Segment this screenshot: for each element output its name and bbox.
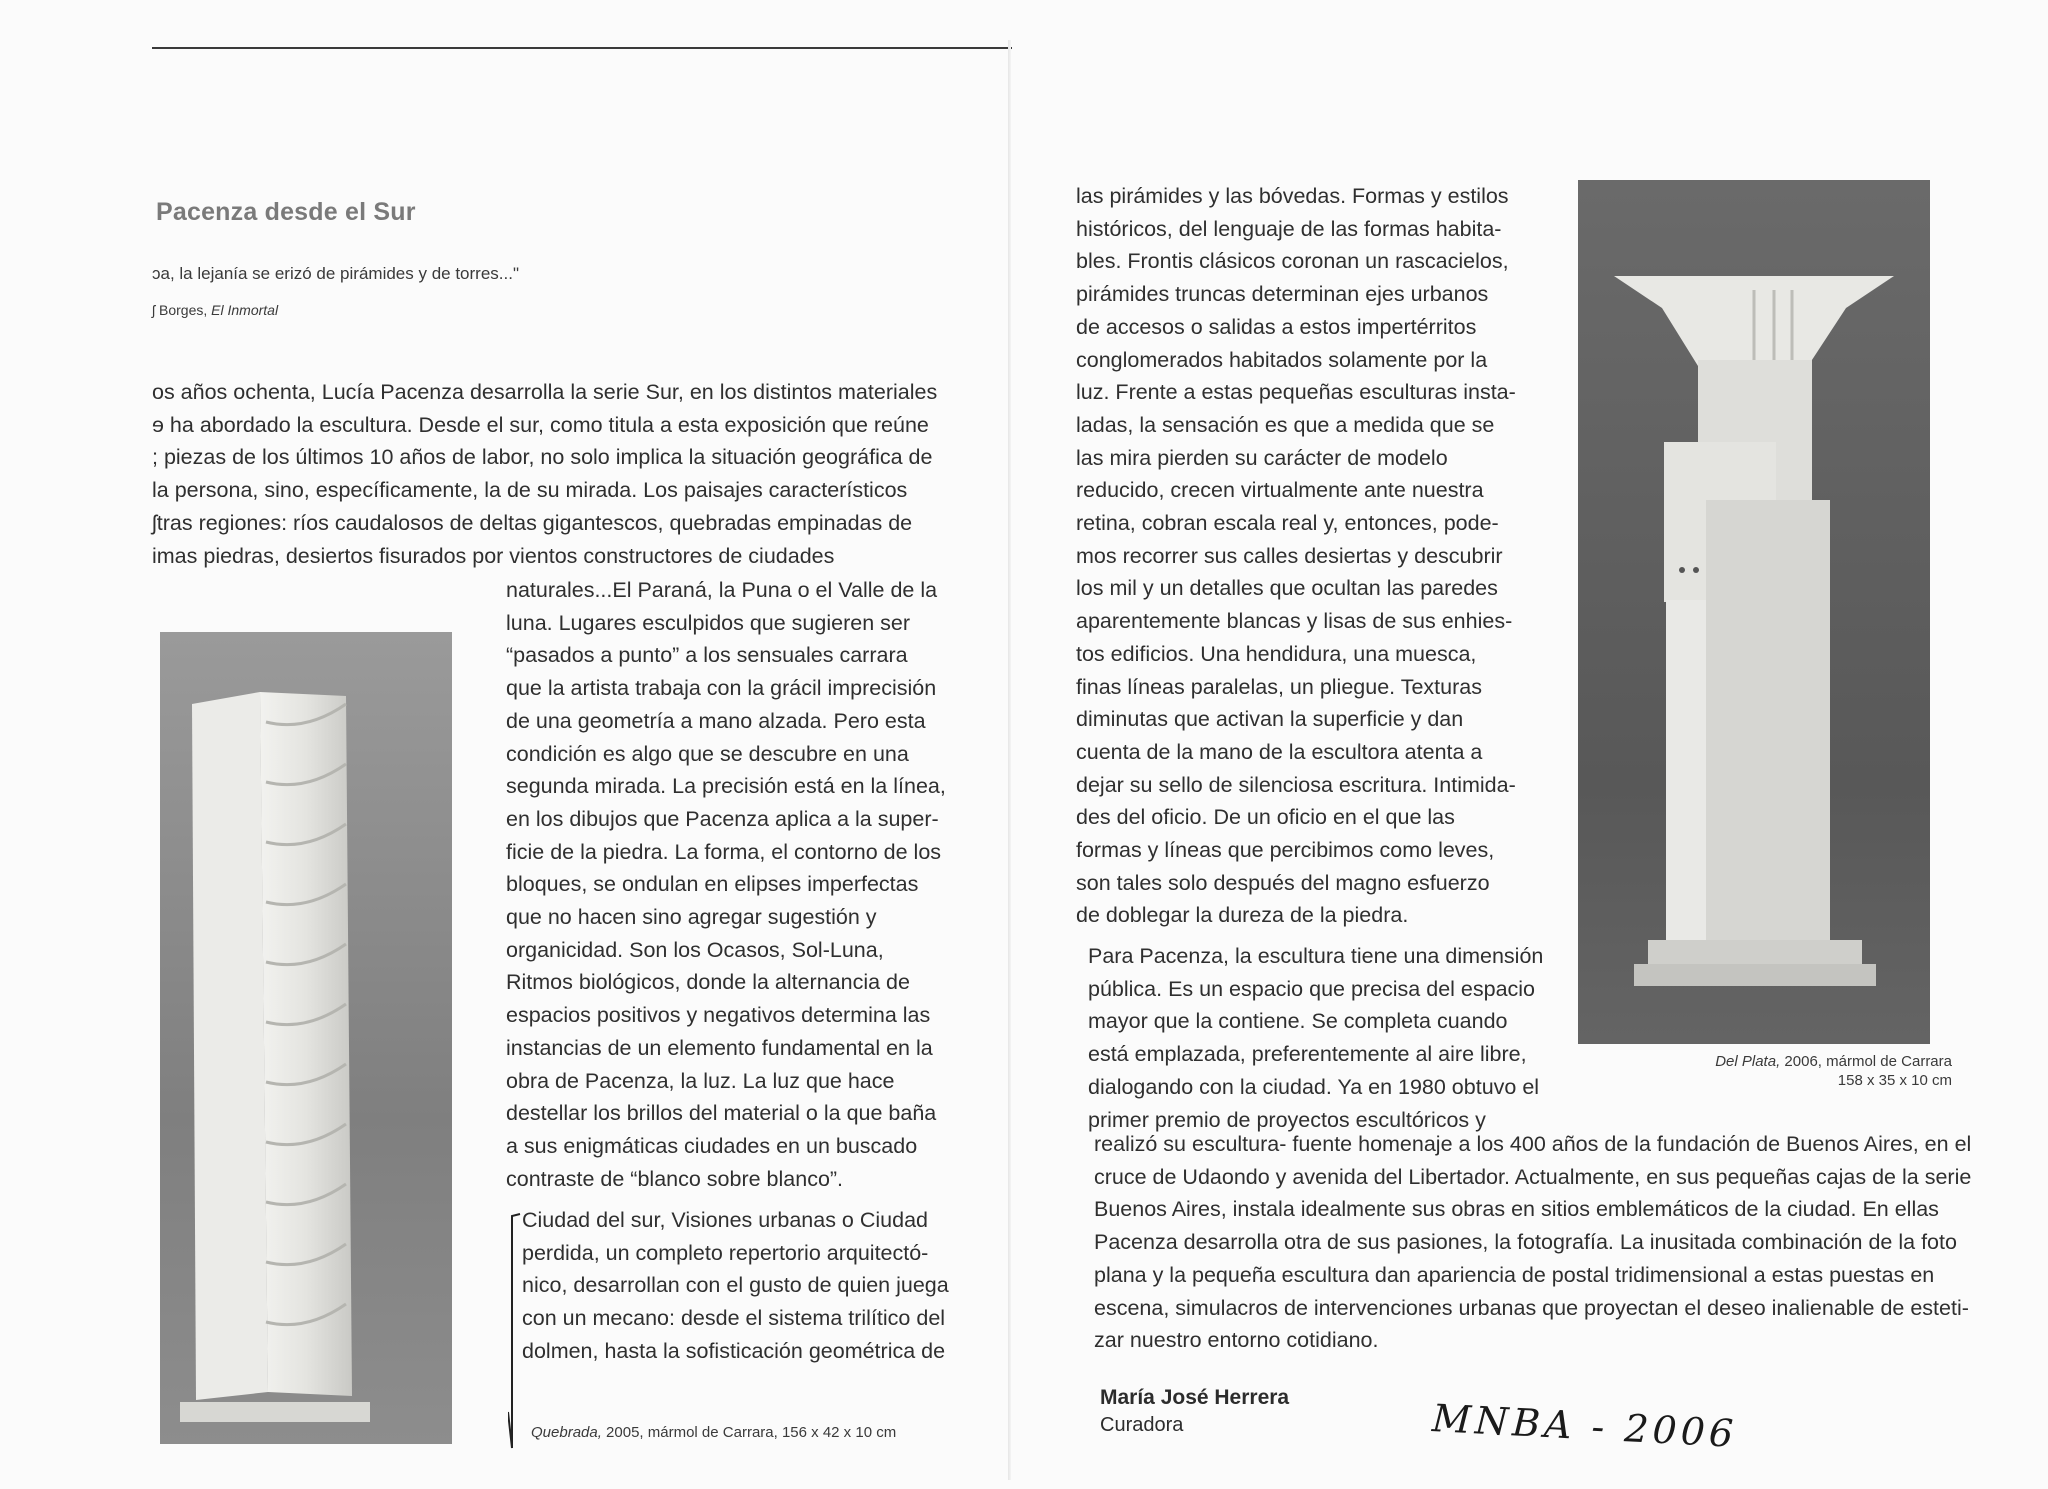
caption-del-plata-title: Del Plata, <box>1715 1053 1781 1070</box>
text-line: luna. Lugares esculpidos que sugieren ser <box>506 610 910 635</box>
text-line: contraste de “blanco sobre blanco”. <box>506 1166 844 1191</box>
handwritten-bracket <box>508 1212 522 1452</box>
paragraph-left-column <box>506 574 966 1195</box>
text-line: nico, desarrollan con el gusto de quien juega <box>522 1273 949 1298</box>
text-line: imas piedras, desiertos fisurados por vientos constructores de ciudades <box>152 543 835 568</box>
text-line: formas y líneas que percibimos como leves, <box>1076 838 1495 863</box>
text-line: mos recorrer sus calles desiertas y descubrir <box>1076 543 1503 568</box>
text-line: que la artista trabaja con la grácil imprecisión <box>506 676 937 701</box>
text-line: dolmen, hasta la sofisticación geométrica de <box>522 1338 946 1363</box>
text-line: os años ochenta, Lucía Pacenza desarrolla la serie Sur, en los distintos materiales <box>152 380 938 404</box>
text-line: cuenta de la mano de la escultora atenta a <box>1076 739 1483 764</box>
text-line: aparentemente blancas y lisas de sus enhies- <box>1076 609 1513 634</box>
sculpture-photo-del-plata <box>1578 180 1930 1044</box>
paragraph-left-column-2 <box>522 1204 968 1368</box>
text-line: escena, simulacros de intervenciones urbanas que proyectan el deseo inalienable de esteti- <box>1094 1295 1969 1320</box>
text-line: zar nuestro entorno cotidiano. <box>1094 1328 1379 1353</box>
paragraph-right-column <box>1076 180 1536 932</box>
text-line: tos edificios. Una hendidura, una muesca, <box>1076 641 1477 666</box>
text-line: de accesos o salidas a estos impertérritos <box>1076 314 1477 339</box>
text-line: la persona, sino, específicamente, la de su mirada. Los paisajes característicos <box>152 478 908 503</box>
text-line: de una geometría a mano alzada. Pero esta <box>506 708 926 733</box>
text-line: segunda mirada. La precisión está en la línea, <box>506 774 946 799</box>
text-line: reducido, crecen virtualmente ante nuestra <box>1076 478 1484 503</box>
caption-del-plata-dimensions: 158 x 35 x 10 cm <box>1837 1072 1952 1089</box>
text-line: diminutas que activan la superficie y dan <box>1076 707 1464 732</box>
text-line: dialogando con la ciudad. Ya en 1980 obtuvo el <box>1088 1074 1540 1099</box>
text-line: está emplazada, preferentemente al aire libre, <box>1088 1042 1527 1067</box>
paragraph-right-wide <box>1094 1128 1972 1357</box>
page-fold <box>1008 40 1011 1480</box>
article-heading: Pacenza desde el Sur <box>156 198 416 226</box>
text-line: Buenos Aires, instala idealmente sus obras en sitios emblemáticos de la ciudad. En ellas <box>1094 1197 1939 1222</box>
top-rule <box>152 47 1012 49</box>
text-line: espacios positivos y negativos determina las <box>506 1003 931 1028</box>
quebrada-sculpture-image <box>160 632 452 1444</box>
handwritten-note: MNBA - 2006 <box>1431 1396 1739 1456</box>
text-line: obra de Pacenza, la luz. La luz que hace <box>506 1068 895 1093</box>
epigraph-attribution <box>152 302 278 318</box>
text-line: perdida, un completo repertorio arquitectó- <box>522 1240 929 1265</box>
text-line: a sus enigmáticas ciudades en un buscado <box>506 1133 918 1158</box>
paragraph-right-column-2 <box>1088 940 1542 1136</box>
text-line: históricos, del lenguaje de las formas habita- <box>1076 216 1502 241</box>
author-name: María José Herrera <box>1100 1386 1290 1409</box>
text-line: dejar su sello de silenciosa escritura. Intimida- <box>1076 772 1516 797</box>
text-line: mayor que la contiene. Se completa cuando <box>1088 1009 1508 1034</box>
epigraph: ɔa, la lejanía se erizó de pirámides y de torres..." <box>152 264 519 283</box>
text-line: con un mecano: desde el sistema trilítico del <box>522 1306 946 1331</box>
text-line: pública. Es un espacio que precisa del espacio <box>1088 976 1536 1001</box>
text-line: ficie de la piedra. La forma, el contorno de los <box>506 839 942 864</box>
caption-quebrada <box>531 1424 896 1441</box>
text-line: ʃtras regiones: ríos caudalosos de deltas gigantescos, quebradas empinadas de <box>152 510 913 535</box>
text-line: los mil y un detalles que ocultan las paredes <box>1076 576 1498 601</box>
text-line: son tales solo después del magno esfuerzo <box>1076 870 1490 895</box>
caption-quebrada-details: 2005, mármol de Carrara, 156 x 42 x 10 cm <box>601 1424 897 1441</box>
text-line: luz. Frente a estas pequeñas esculturas insta- <box>1076 380 1516 405</box>
sculpture-photo-quebrada <box>160 632 452 1444</box>
text-line: realizó su escultura- fuente homenaje a los 400 años de la fundación de Buenos Aires, en el <box>1094 1132 1972 1156</box>
text-line: destellar los brillos del material o la que baña <box>506 1101 937 1126</box>
text-line: que no hacen sino agregar sugestión y <box>506 905 877 930</box>
text-line: instancias de un elemento fundamental en la <box>506 1035 933 1060</box>
text-line: bles. Frontis clásicos coronan un rascacielos, <box>1076 249 1509 274</box>
text-line: pirámides truncas determinan ejes urbanos <box>1076 282 1489 307</box>
text-line: cruce de Udaondo y avenida del Libertador. Actualmente, en sus pequeñas cajas de la serie <box>1094 1164 1972 1189</box>
attribution-author: ʃ Borges, <box>152 302 212 318</box>
text-line: naturales...El Paraná, la Puna o el Valle de la <box>506 578 938 602</box>
text-line: ; piezas de los últimos 10 años de labor, no solo implica la situación geográfica de <box>152 445 933 470</box>
text-line: primer premio de proyectos escultóricos y <box>1088 1107 1486 1132</box>
caption-quebrada-title: Quebrada, <box>531 1424 602 1441</box>
paragraph-left-top <box>152 376 952 572</box>
text-line: condición es algo que se descubre en una <box>506 741 909 766</box>
text-line: organicidad. Son los Ocasos, Sol-Luna, <box>506 937 884 962</box>
text-line: de doblegar la dureza de la piedra. <box>1076 903 1409 928</box>
text-line: “pasados a punto” a los sensuales carrara <box>506 643 908 668</box>
text-line: ladas, la sensación es que a medida que se <box>1076 412 1495 437</box>
text-line: en los dibujos que Pacenza aplica a la super- <box>506 806 939 831</box>
text-line: ɘ ha abordado la escultura. Desde el sur, como titula a esta exposición que reúne <box>152 412 929 437</box>
text-line: finas líneas paralelas, un pliegue. Texturas <box>1076 674 1482 699</box>
caption-del-plata <box>1715 1052 1952 1090</box>
text-line: Para Pacenza, la escultura tiene una dimensión <box>1088 944 1544 968</box>
del-plata-sculpture-image <box>1578 180 1930 1044</box>
author-role: Curadora <box>1100 1414 1184 1436</box>
text-line: bloques, se ondulan en elipses imperfectas <box>506 872 919 897</box>
text-line: conglomerados habitados solamente por la <box>1076 347 1488 372</box>
text-line: des del oficio. De un oficio en el que las <box>1076 805 1455 830</box>
attribution-work: El Inmortal <box>211 302 279 318</box>
text-line: las mira pierden su carácter de modelo <box>1076 445 1448 470</box>
caption-del-plata-details: 2006, mármol de Carrara <box>1780 1053 1952 1070</box>
text-line: plana y la pequeña escultura dan apariencia de postal tridimensional a estas puestas en <box>1094 1262 1935 1287</box>
text-line: Ciudad del sur, Visiones urbanas o Ciudad <box>522 1208 928 1232</box>
text-line: Ritmos biológicos, donde la alternancia de <box>506 970 910 995</box>
text-line: las pirámides y las bóvedas. Formas y estilos <box>1076 184 1509 208</box>
text-line: Pacenza desarrolla otra de sus pasiones, la fotografía. La inusitada combinación de la foto <box>1094 1230 1957 1255</box>
text-line: retina, cobran escala real y, entonces, pode- <box>1076 511 1499 536</box>
